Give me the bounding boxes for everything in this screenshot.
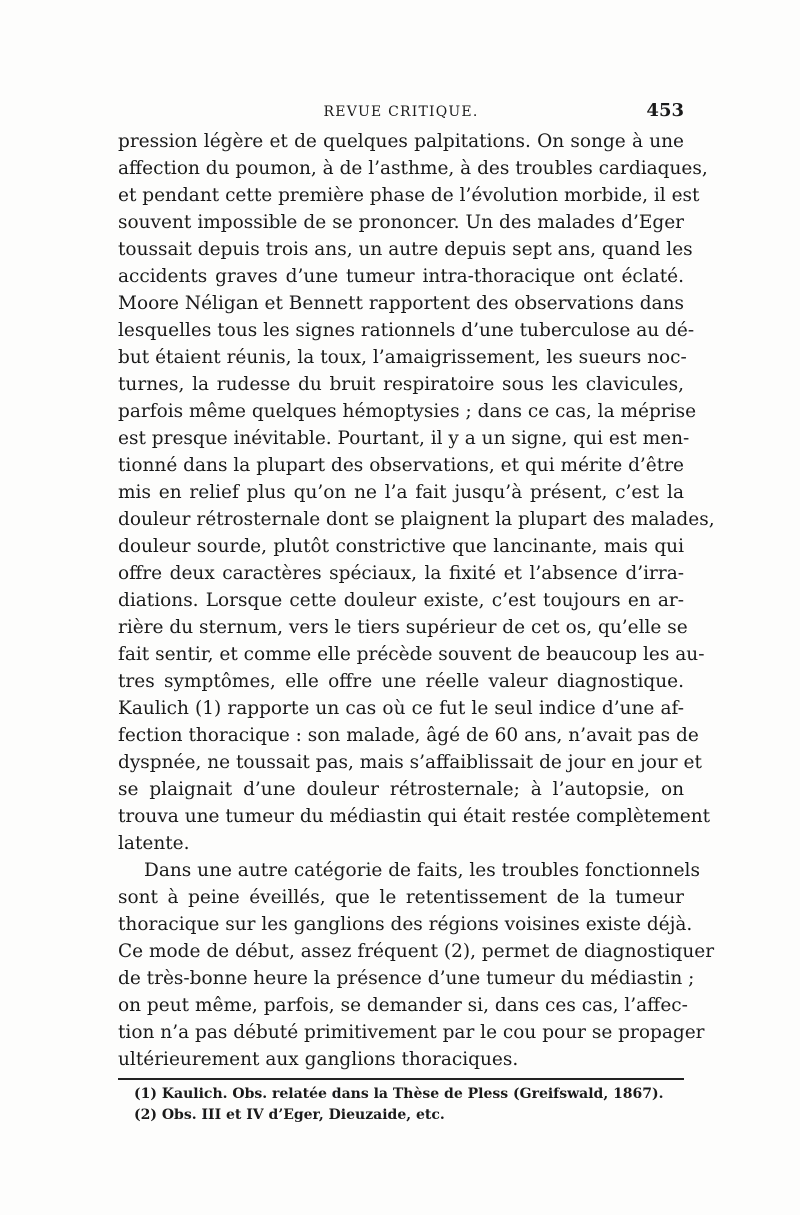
body-text <box>118 128 715 1073</box>
footnote-1: (1) Kaulich. Obs. relatée dans la Thèse de Pless (Greifswald, 1867). <box>134 1086 664 1102</box>
text-line: tion n’a pas débuté primitivement par le cou pour se propager <box>118 1022 705 1043</box>
text-line: et pendant cette première phase de l’évolution morbide, il est <box>118 185 700 206</box>
text-line: douleur rétrosternale dont se plaignent la plupart des malades, <box>118 509 715 530</box>
text-line: est presque inévitable. Pourtant, il y a un signe, qui est men- <box>118 428 690 449</box>
footnote-rule <box>118 1078 684 1080</box>
text-line: accidents graves d’une tumeur intra-thoracique ont éclaté. <box>118 266 684 287</box>
text-line: fection thoracique : son malade, âgé de 60 ans, n’avait pas de <box>118 725 699 746</box>
paragraph-1 <box>118 128 715 857</box>
text-line: fait sentir, et comme elle précède souvent de beaucoup les au- <box>118 644 705 665</box>
text-line: douleur sourde, plutôt constrictive que lancinante, mais qui <box>118 536 684 557</box>
text-line: but étaient réunis, la toux, l’amaigrissement, les sueurs noc- <box>118 347 687 368</box>
text-line: Kaulich (1) rapporte un cas où ce fut le seul indice d’une af- <box>118 698 684 719</box>
text-line: parfois même quelques hémoptysies ; dans ce cas, la méprise <box>118 401 697 422</box>
text-line: ultérieurement aux ganglions thoraciques. <box>118 1049 519 1070</box>
text-line: souvent impossible de se prononcer. Un des malades d’Eger <box>118 212 684 233</box>
text-line: trouva une tumeur du médiastin qui était restée complètement <box>118 806 711 827</box>
text-line: pression légère et de quelques palpitations. On songe à une <box>118 131 684 152</box>
text-line: Ce mode de début, assez fréquent (2), permet de diagnostiquer <box>118 941 715 962</box>
text-line: turnes, la rudesse du bruit respiratoire sous les clavicules, <box>118 374 684 395</box>
text-line: toussait depuis trois ans, un autre depuis sept ans, quand les <box>118 239 693 260</box>
text-line: tionné dans la plupart des observations, et qui mérite d’être <box>118 455 684 476</box>
text-line: latente. <box>118 833 190 854</box>
text-line: mis en relief plus qu’on ne l’a fait jusqu’à présent, c’est la <box>118 482 684 503</box>
text-line: lesquelles tous les signes rationnels d’une tuberculose au dé- <box>118 320 695 341</box>
text-line: Dans une autre catégorie de faits, les troubles fonctionnels <box>144 860 700 881</box>
text-line: Moore Néligan et Bennett rapportent des observations dans <box>118 293 684 314</box>
text-line: sont à peine éveillés, que le retentissement de la tumeur <box>118 887 684 908</box>
text-line: offre deux caractères spéciaux, la fixité et l’absence d’irra- <box>118 563 684 584</box>
text-line: thoracique sur les ganglions des régions voisines existe déjà. <box>118 914 693 935</box>
text-line: tres symptômes, elle offre une réelle valeur diagnostique. <box>118 671 684 692</box>
text-line: on peut même, parfois, se demander si, dans ces cas, l’affec- <box>118 995 688 1016</box>
text-line: dyspnée, ne toussait pas, mais s’affaiblissait de jour en jour et <box>118 752 702 773</box>
text-line: se plaignait d’une douleur rétrosternale; à l’autopsie, on <box>118 779 684 800</box>
text-line: de très-bonne heure la présence d’une tumeur du médiastin ; <box>118 968 695 989</box>
running-head <box>118 100 684 124</box>
page-number: 453 <box>646 100 684 121</box>
text-line: affection du poumon, à de l’asthme, à des troubles cardiaques, <box>118 158 708 179</box>
text-line: diations. Lorsque cette douleur existe, c’est toujours en ar- <box>118 590 684 611</box>
text-line: rière du sternum, vers le tiers supérieur de cet os, qu’elle se <box>118 617 688 638</box>
running-title: REVUE CRITIQUE. <box>323 104 479 120</box>
footnotes <box>134 1084 684 1126</box>
footnote-2: (2) Obs. III et IV d’Eger, Dieuzaide, etc. <box>134 1107 445 1123</box>
paragraph-2 <box>118 857 715 1073</box>
